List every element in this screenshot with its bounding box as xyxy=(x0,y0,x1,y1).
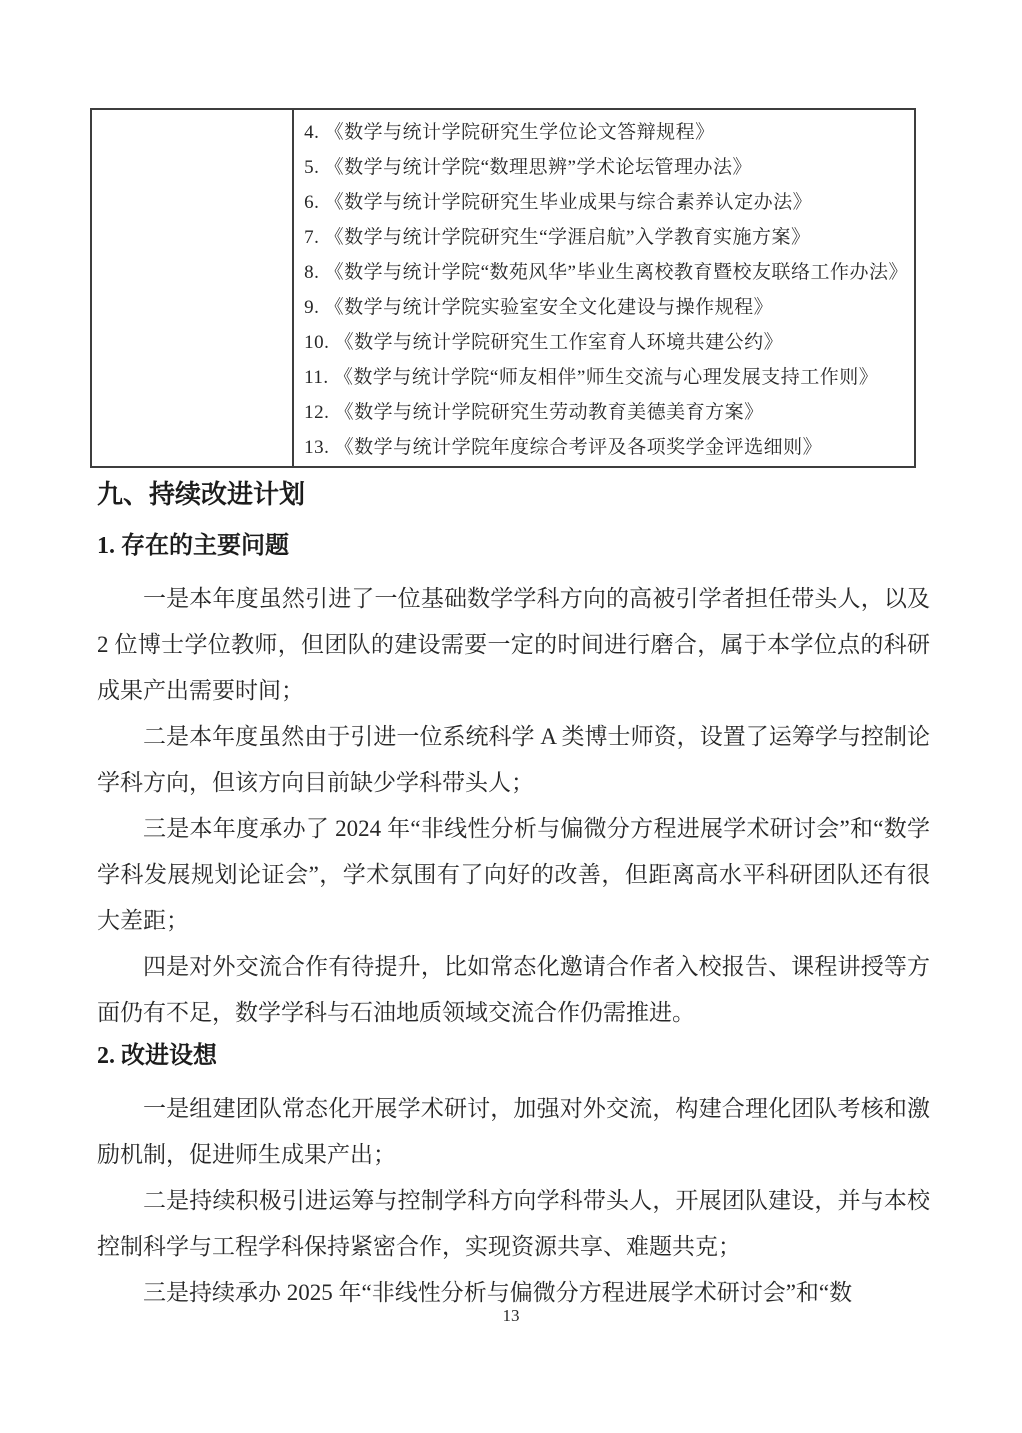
policy-item: 12. 《数学与统计学院研究生劳动教育美德美育方案》 xyxy=(304,402,764,423)
paragraph-problem-2: 二是本年度虽然由于引进一位系统科学 A 类博士师资，设置了运筹学与控制论学科方向，但该方向目前缺少学科带头人； xyxy=(97,724,930,795)
paragraph-problem-4: 四是对外交流合作有待提升，比如常态化邀请合作者入校报告、课程讲授等方面仍有不足，数学学科与石油地质领域交流合作仍需推进。 xyxy=(97,954,930,1025)
paragraph-problem-1: 一是本年度虽然引进了一位基础数学学科方向的高被引学者担任带头人，以及 2 位博士学位教师，但团队的建设需要一定的时间进行磨合，属于本学位点的科研成果产出需要时间； xyxy=(97,586,930,703)
subsection-title-problems: 1. 存在的主要问题 xyxy=(97,533,289,559)
paragraph-problem-3: 三是本年度承办了 2024 年“非线性分析与偏微分方程进展学术研讨会”和“数学学科发展规划论证会”，学术氛围有了向好的改善，但距离高水平科研团队还有很大差距； xyxy=(97,816,930,933)
paragraph-improvement-2: 二是持续积极引进运筹与控制学科方向学科带头人，开展团队建设，并与本校控制科学与工程学科保持紧密合作，实现资源共享、难题共克； xyxy=(97,1188,930,1259)
policy-item: 4. 《数学与统计学院研究生学位论文答辩规程》 xyxy=(304,122,715,143)
policy-item: 9. 《数学与统计学院实验室安全文化建设与操作规程》 xyxy=(304,297,774,318)
policy-item: 5. 《数学与统计学院“数理思辨”学术论坛管理办法》 xyxy=(304,157,752,178)
policy-table xyxy=(90,108,916,468)
table-cell-policy-list xyxy=(294,110,914,466)
table-cell-left xyxy=(92,110,294,466)
policy-item: 7. 《数学与统计学院研究生“学涯启航”入学教育实施方案》 xyxy=(304,227,811,248)
policy-item: 13. 《数学与统计学院年度综合考评及各项奖学金评选细则》 xyxy=(304,437,823,458)
policy-item: 11. 《数学与统计学院“师友相伴”师生交流与心理发展支持工作则》 xyxy=(304,367,879,388)
paragraph-improvement-3: 三是持续承办 2025 年“非线性分析与偏微分方程进展学术研讨会”和“数 xyxy=(143,1280,853,1305)
policy-item: 8. 《数学与统计学院“数苑风华”毕业生离校教育暨校友联络工作办法》 xyxy=(304,262,908,283)
page-number: 13 xyxy=(502,1306,520,1325)
subsection-title-improvements: 2. 改进设想 xyxy=(97,1043,217,1069)
paragraph-improvement-1: 一是组建团队常态化开展学术研讨，加强对外交流，构建合理化团队考核和激励机制，促进师生成果产出； xyxy=(97,1096,930,1167)
policy-item: 6. 《数学与统计学院研究生毕业成果与综合素养认定办法》 xyxy=(304,192,813,213)
policy-item: 10. 《数学与统计学院研究生工作室育人环境共建公约》 xyxy=(304,332,784,353)
section-title-continuous-improvement: 九、持续改进计划 xyxy=(97,479,306,509)
